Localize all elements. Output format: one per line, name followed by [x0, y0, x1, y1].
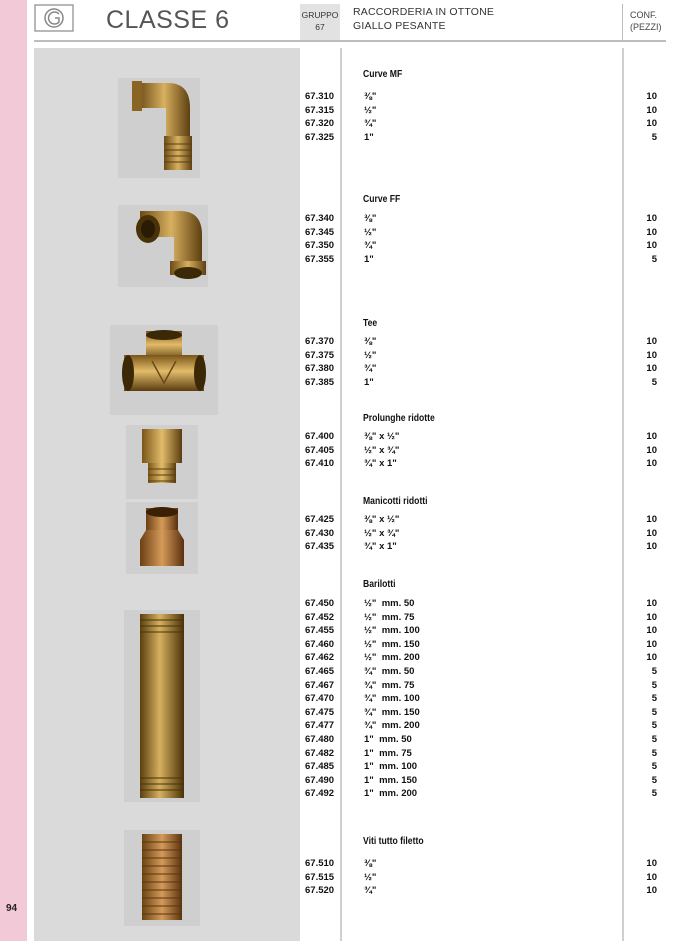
product-code: 67.340	[305, 213, 335, 224]
product-size: 1"	[364, 376, 374, 388]
pack-quantity: 10	[646, 858, 657, 869]
pack-quantity: 5	[651, 774, 657, 786]
product-size: ¾" mm. 50	[364, 666, 415, 677]
product-size: ¾" mm. 150	[364, 706, 420, 718]
table-row	[300, 349, 657, 363]
section-title-curve-mf: Curve MF	[363, 68, 403, 80]
table-row	[300, 611, 657, 625]
product-code: 67.460	[305, 638, 335, 650]
section-title-prolunghe: Prolunghe ridotte	[363, 412, 435, 424]
category-title-line2: GIALLO PESANTE	[353, 20, 446, 32]
product-code: 67.370	[305, 336, 335, 347]
pack-quantity: 10	[646, 226, 657, 238]
product-code: 67.452	[305, 611, 335, 623]
product-size: ¾" x 1"	[364, 458, 397, 470]
product-code: 67.520	[305, 885, 335, 897]
table-row	[300, 540, 657, 554]
product-size: ½" mm. 100	[364, 625, 420, 637]
product-code: 67.482	[305, 747, 335, 759]
table-row	[300, 212, 657, 226]
table-row	[300, 239, 657, 253]
product-size: ⅜"	[364, 91, 377, 102]
pack-quantity: 5	[651, 734, 657, 745]
group-box	[300, 4, 340, 40]
table-row	[300, 787, 657, 801]
table-row	[300, 747, 657, 761]
product-code: 67.325	[305, 131, 335, 143]
pack-quantity: 10	[646, 598, 657, 609]
category-title-line1: RACCORDERIA IN OTTONE	[353, 6, 495, 18]
product-size: ½"	[364, 871, 377, 883]
product-size: 1" mm. 100	[364, 761, 418, 773]
product-code: 67.477	[305, 720, 335, 732]
product-code: 67.465	[305, 666, 335, 677]
product-code: 67.510	[305, 858, 335, 869]
pack-quantity: 10	[646, 336, 657, 347]
product-code: 67.400	[305, 431, 335, 442]
header-rule	[34, 40, 666, 42]
product-size: ¾"	[364, 885, 377, 897]
table-row	[300, 513, 657, 527]
pack-quantity: 10	[646, 431, 657, 442]
pack-quantity: 5	[651, 747, 657, 759]
page-number: 94	[6, 903, 18, 914]
table-row	[300, 527, 657, 541]
brand-logo-icon	[34, 4, 74, 32]
product-size: 1" mm. 50	[364, 734, 412, 745]
pack-quantity: 10	[646, 625, 657, 637]
table-row	[300, 651, 657, 665]
pack-quantity: 5	[651, 788, 657, 800]
product-size: ¾"	[364, 363, 377, 375]
table-row	[300, 253, 657, 267]
table-row	[300, 665, 657, 679]
product-code: 67.385	[305, 376, 335, 388]
reducing-extension-icon	[126, 425, 198, 499]
product-size: ½" mm. 150	[364, 638, 420, 650]
pack-quantity: 10	[646, 363, 657, 375]
header-divider	[622, 4, 623, 40]
table-row	[300, 430, 657, 444]
product-code: 67.480	[305, 734, 335, 745]
product-code: 67.315	[305, 104, 335, 116]
product-code: 67.375	[305, 349, 335, 361]
product-code: 67.435	[305, 541, 335, 553]
product-size: 1"	[364, 253, 374, 265]
product-code: 67.462	[305, 652, 335, 664]
product-size: ¾" mm. 75	[364, 679, 415, 691]
table-row	[300, 457, 657, 471]
pack-quantity: 10	[646, 652, 657, 664]
table-row	[300, 719, 657, 733]
section-title-barilotti: Barilotti	[363, 578, 396, 590]
pack-quantity: 5	[651, 706, 657, 718]
product-size: 1" mm. 150	[364, 774, 418, 786]
section-title-tee: Tee	[363, 317, 378, 329]
page-title: CLASSE 6	[106, 6, 230, 34]
barrel-nipple-icon	[124, 610, 200, 802]
pack-quantity: 10	[646, 871, 657, 883]
product-code: 67.467	[305, 679, 335, 691]
pack-quantity: 5	[651, 679, 657, 691]
product-code: 67.350	[305, 240, 335, 252]
pack-quantity: 10	[646, 541, 657, 553]
product-code: 67.310	[305, 91, 335, 102]
product-size: ¾" mm. 200	[364, 720, 420, 732]
group-number: 67	[315, 22, 325, 32]
product-code: 67.475	[305, 706, 335, 718]
pack-quantity: 5	[651, 253, 657, 265]
pack-quantity: 10	[646, 444, 657, 456]
table-row	[300, 884, 657, 898]
threaded-nipple-icon	[124, 830, 200, 926]
group-label: GRUPPO	[301, 10, 339, 20]
product-size: ⅜"	[364, 213, 377, 224]
pack-header-line2: (PEZZI)	[630, 22, 662, 32]
table-row	[300, 871, 657, 885]
product-size: ½" mm. 200	[364, 652, 420, 664]
pack-quantity: 10	[646, 611, 657, 623]
pack-quantity: 10	[646, 638, 657, 650]
table-row	[300, 90, 657, 104]
pack-quantity: 10	[646, 91, 657, 102]
product-code: 67.492	[305, 788, 335, 800]
table-row	[300, 117, 657, 131]
table-row	[300, 733, 657, 747]
pack-header-line1: CONF.	[630, 10, 657, 20]
section-title-viti: Viti tutto filetto	[363, 835, 424, 847]
pack-quantity: 5	[651, 720, 657, 732]
product-code: 67.515	[305, 871, 335, 883]
table-row	[300, 774, 657, 788]
table-row	[300, 624, 657, 638]
product-code: 67.410	[305, 458, 335, 470]
tee-fitting-icon	[110, 325, 218, 415]
pack-quantity: 5	[651, 131, 657, 143]
column-divider	[340, 48, 342, 941]
product-size: ½" mm. 75	[364, 611, 415, 623]
product-code: 67.450	[305, 598, 335, 609]
table-row	[300, 362, 657, 376]
pack-quantity: 10	[646, 104, 657, 116]
product-size: ⅜"	[364, 858, 377, 869]
table-row	[300, 760, 657, 774]
product-code: 67.425	[305, 514, 335, 525]
product-size: ½" mm. 50	[364, 598, 415, 609]
pack-quantity: 5	[651, 761, 657, 773]
side-color-bar	[0, 0, 27, 941]
product-size: ⅜" x ½"	[364, 431, 400, 442]
table-row	[300, 706, 657, 720]
product-size: ¾"	[364, 240, 377, 252]
product-size: ¾" x 1"	[364, 541, 397, 553]
pack-quantity: 10	[646, 240, 657, 252]
table-row	[300, 335, 657, 349]
pack-quantity: 10	[646, 885, 657, 897]
table-row	[300, 679, 657, 693]
product-size: 1"	[364, 131, 374, 143]
table-row	[300, 104, 657, 118]
section-title-manicotti: Manicotti ridotti	[363, 495, 428, 507]
product-size: 1" mm. 75	[364, 747, 412, 759]
product-code: 67.380	[305, 363, 335, 375]
elbow-male-female-icon	[118, 78, 200, 178]
table-row	[300, 638, 657, 652]
pack-quantity: 5	[651, 693, 657, 705]
table-row	[300, 597, 657, 611]
elbow-female-female-icon	[118, 205, 208, 287]
product-code: 67.455	[305, 625, 335, 637]
section-title-curve-ff: Curve FF	[363, 193, 401, 205]
pack-quantity: 10	[646, 527, 657, 539]
product-size: ⅜"	[364, 336, 377, 347]
pack-quantity: 10	[646, 118, 657, 130]
pack-quantity: 5	[651, 376, 657, 388]
product-code: 67.470	[305, 693, 335, 705]
product-code: 67.430	[305, 527, 335, 539]
product-size: ½"	[364, 104, 377, 116]
pack-header	[630, 9, 662, 33]
table-row	[300, 226, 657, 240]
pack-quantity: 10	[646, 458, 657, 470]
product-code: 67.490	[305, 774, 335, 786]
reducing-socket-icon	[126, 502, 198, 574]
table-row	[300, 131, 657, 145]
pack-quantity: 10	[646, 213, 657, 224]
product-size: ½"	[364, 349, 377, 361]
product-size: ⅜" x ½"	[364, 514, 400, 525]
pack-quantity: 5	[651, 666, 657, 677]
product-size: ½"	[364, 226, 377, 238]
table-row	[300, 857, 657, 871]
product-size: ½" x ¾"	[364, 444, 400, 456]
product-size: ½" x ¾"	[364, 527, 400, 539]
product-code: 67.485	[305, 761, 335, 773]
pack-quantity: 10	[646, 349, 657, 361]
product-code: 67.405	[305, 444, 335, 456]
table-row	[300, 376, 657, 390]
product-size: 1" mm. 200	[364, 788, 418, 800]
product-size: ¾"	[364, 118, 377, 130]
product-code: 67.345	[305, 226, 335, 238]
table-row	[300, 444, 657, 458]
product-code: 67.355	[305, 253, 335, 265]
table-row	[300, 692, 657, 706]
product-size: ¾" mm. 100	[364, 693, 420, 705]
product-code: 67.320	[305, 118, 335, 130]
column-divider	[622, 48, 624, 941]
pack-quantity: 10	[646, 514, 657, 525]
